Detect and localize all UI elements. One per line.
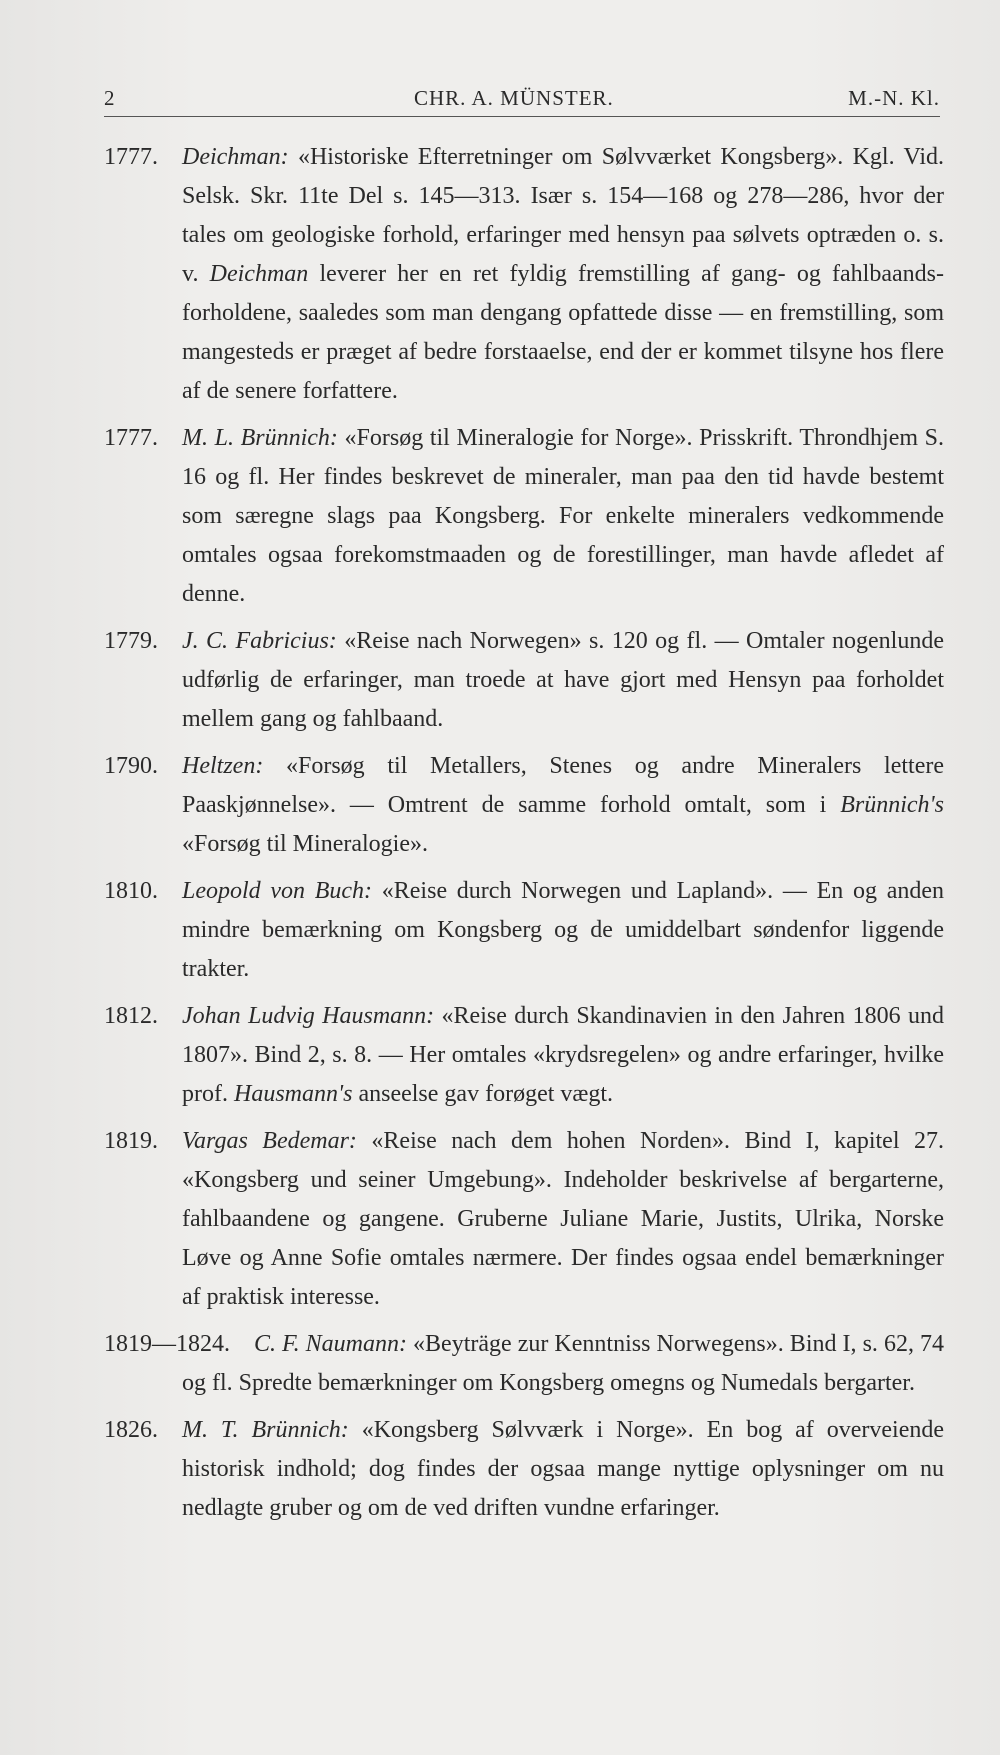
entry-text: «Forsøg til Mineralogie for Norge». Prisskrift. Throndhjem S. 16 og fl. Her findes beskrevet de mineraler, man paa den tid havde bestemt som særegne slags paa Kongsberg. For enkelte mineralers vedkommende omtales ogsaa forekomstmaaden og de forestillinger, man havde afledet af denne. (182, 425, 944, 607)
entry-text: «Forsøg til Metallers, Stenes og andre Mineralers lettere Paaskjønnelse». — Omtrent de samme forhold omtalt, som i (182, 753, 944, 818)
entry-text: «Beyträge zur Kenntniss Norwegens». Bind I, s. 62, 74 og fl. Spredte bemærkninger om Kongsberg omegns og Numedals bergarter. (182, 1331, 944, 1396)
entry-author-ref: Deichman (209, 261, 309, 287)
bibliography-entry (104, 1122, 944, 1317)
entry-body (182, 138, 944, 411)
entry-author: J. C. Fabricius: (182, 628, 337, 654)
entry-author: M. L. Brünnich: (182, 425, 338, 451)
entry-body (182, 1122, 944, 1317)
page-number: 2 (104, 86, 116, 110)
entry-year: 1819—1824. (104, 1331, 230, 1357)
entry-year: 1826. (104, 1417, 158, 1443)
entry-year: 1777. (104, 144, 158, 170)
entry-author: M. T. Brünnich: (182, 1417, 349, 1443)
running-section: M.-N. Kl. (848, 86, 940, 110)
entry-year: 1779. (104, 628, 158, 654)
entry-text: «Reise durch Skandinavien in den Jahren 1806 und 1807». Bind 2, s. 8. — Her omtales «krydsregelen» og andre erfaringer, hvilke prof. (182, 1003, 944, 1107)
bibliography-list (104, 138, 944, 1536)
entry-author: C. F. Naumann: (254, 1331, 407, 1357)
running-header (104, 82, 940, 117)
entry-body (182, 997, 944, 1114)
bibliography-entry (104, 872, 944, 989)
entry-year: 1790. (104, 753, 158, 779)
entry-year: 1810. (104, 878, 158, 904)
entry-body (182, 1411, 944, 1528)
bibliography-entry (104, 622, 944, 739)
entry-text: leverer her en ret fyldig fremstilling af gang- og fahlbaands-forholdene, saaledes som man dengang opfattede disse — en fremstilling, som mangesteds er præget af bedre forstaaelse, end der er kommet tilsyne hos flere af de senere forfattere. (182, 261, 944, 404)
entry-year: 1819. (104, 1128, 158, 1154)
entry-body (182, 747, 944, 864)
entry-year: 1777. (104, 425, 158, 451)
bibliography-entry (104, 1325, 944, 1403)
entry-text: «Reise nach Norwegen» s. 120 og fl. — Omtaler nogenlunde udførlig de erfaringer, man troede at have gjort med Hensyn paa forholdet mellem gang og fahlbaand. (182, 628, 944, 732)
entry-author: Deichman: (182, 144, 289, 170)
bibliography-entry (104, 138, 944, 411)
entry-author: Vargas Bedemar: (182, 1128, 357, 1154)
entry-text: «Reise durch Norwegen und Lapland». — En og anden mindre bemærkning om Kongsberg og de umiddelbart søndenfor liggende trakter. (182, 878, 945, 982)
entry-text: anseelse gav forøget vægt. (352, 1081, 614, 1107)
entry-year: 1812. (104, 1003, 158, 1029)
entry-author: Johan Ludvig Hausmann: (182, 1003, 435, 1029)
entry-author: Heltzen: (182, 753, 264, 779)
entry-author-ref: Hausmann's (233, 1081, 353, 1107)
entry-body (182, 872, 944, 989)
bibliography-entry (104, 1411, 944, 1528)
entry-body (104, 1325, 944, 1403)
entry-author-ref: Brünnich's (840, 792, 944, 818)
entry-author: Leopold von Buch: (182, 878, 373, 904)
entry-text: «Kongsberg Sølvværk i Norge». En bog af overveiende historisk indhold; dog findes der ogsaa mange nyttige oplysninger om nu nedlagte gruber og om de ved driften vundne erfaringer. (182, 1417, 944, 1521)
bibliography-entry (104, 747, 944, 864)
bibliography-entry (104, 419, 944, 614)
running-author: CHR. A. MÜNSTER. (414, 86, 614, 110)
entry-body (182, 622, 944, 739)
entry-text: «Reise nach dem hohen Norden». Bind I, kapitel 27. «Kongsberg und seiner Umgebung». Indeholder beskrivelse af bergarterne, fahlbaandene og gangene. Gruberne Juliane Marie, Justits, Ulrika, Norske Løve og Anne Sofie omtales nærmere. Der findes ogsaa endel bemærkninger af praktisk interesse. (182, 1128, 944, 1310)
entry-text: «Forsøg til Mineralogie». (182, 831, 428, 857)
bibliography-entry (104, 997, 944, 1114)
entry-text: «Historiske Efterretninger om Sølvværket Kongsberg». Kgl. Vid. Selsk. Skr. 11te Del s. 145—313. Især s. 154—168 og 278—286, hvor der tales om geologiske forhold, erfaringer med hensyn paa sølvets optræden o. s. v. (182, 144, 944, 287)
entry-body (182, 419, 944, 614)
